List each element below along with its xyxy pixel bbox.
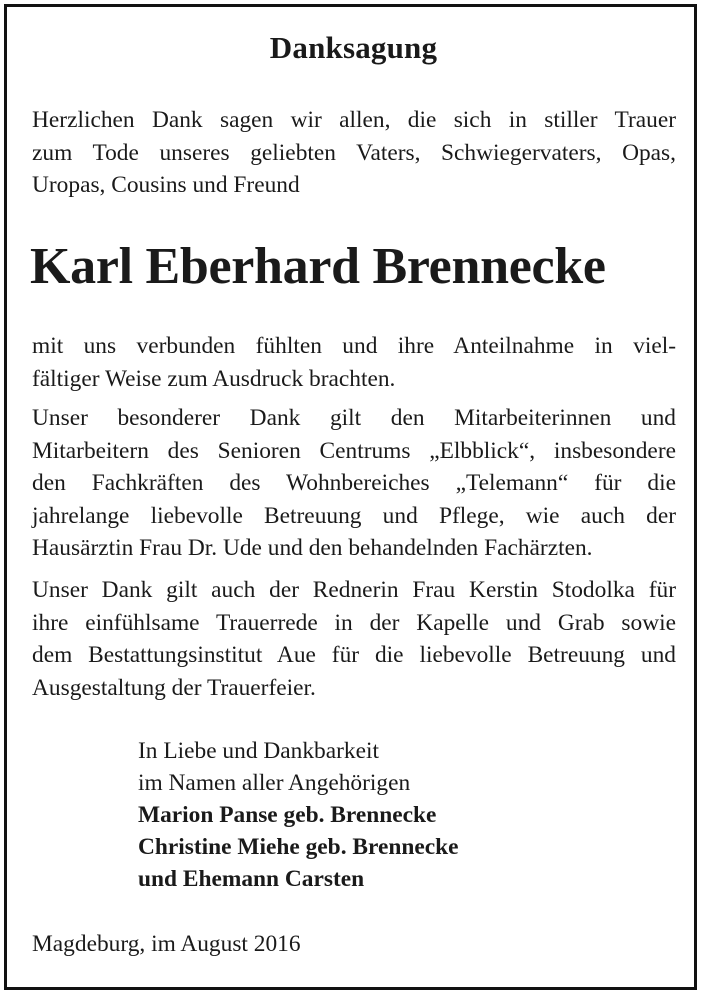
paragraph-line: Hausärztin Frau Dr. Ude und den behandelnden Fachärzten. <box>32 535 593 561</box>
paragraph-line: dem Bestattungsinstitut Aue für die liebevolle Betreuung und <box>32 642 676 668</box>
paragraph-line: Unser besonderer Dank gilt den Mitarbeiterinnen und <box>32 405 676 431</box>
paragraph-line: ihre einfühlsame Trauerrede in der Kapelle und Grab sowie <box>32 609 676 636</box>
intro-paragraph <box>32 104 676 202</box>
thanks-paragraph-2 <box>32 402 676 565</box>
paragraph-line: mit uns verbunden fühlten und ihre Anteilnahme in viel- <box>32 333 676 359</box>
signatory-name: Marion Panse geb. Brennecke <box>138 802 437 828</box>
paragraph-line: Unser Dank gilt auch der Rednerin Frau Kerstin Stodolka für <box>32 577 676 603</box>
intro-line: Uropas, Cousins und Freund <box>32 172 300 198</box>
paragraph-line: jahrelange liebevolle Betreuung und Pflege, wie auch der <box>32 502 676 529</box>
closing-line: im Namen aller Angehörigen <box>138 770 411 796</box>
signatory-name: Christine Miehe geb. Brennecke <box>138 834 459 860</box>
notice-title: Danksagung <box>269 30 438 65</box>
thanks-paragraph-1 <box>32 330 676 395</box>
intro-line: Herzlichen Dank sagen wir allen, die sich in stiller Trauer <box>32 107 676 133</box>
deceased-name: Karl Eberhard Brennecke <box>30 238 606 295</box>
paragraph-line: den Fachkräften des Wohnbereiches „Telemann“ für die <box>32 470 676 496</box>
thanks-paragraph-3 <box>32 574 676 704</box>
place-and-date: Magdeburg, im August 2016 <box>32 931 301 957</box>
intro-line: zum Tode unseres geliebten Vaters, Schwiegervaters, Opas, <box>32 139 676 166</box>
signoff-block <box>138 735 459 895</box>
signatory-name: und Ehemann Carsten <box>138 866 365 892</box>
paragraph-line: fältiger Weise zum Ausdruck brachten. <box>32 365 396 392</box>
closing-line: In Liebe und Dankbarkeit <box>138 738 379 764</box>
paragraph-line: Ausgestaltung der Trauerfeier. <box>32 674 316 701</box>
paragraph-line: Mitarbeitern des Senioren Centrums „Elbblick“, insbesondere <box>32 437 676 464</box>
